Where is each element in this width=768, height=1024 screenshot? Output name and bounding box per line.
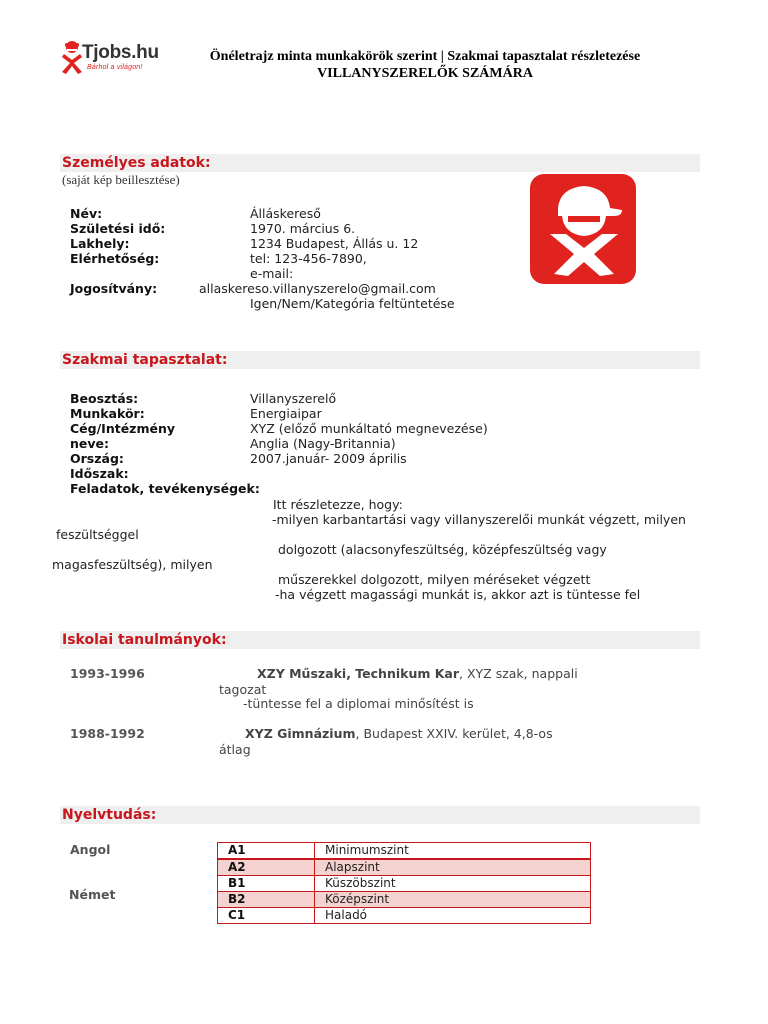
photo-note: (saját kép beillesztése) [62, 172, 180, 187]
job-label: Munkakör: [70, 406, 145, 421]
language-1: Angol [70, 842, 111, 857]
name-label: Név: [70, 206, 103, 221]
edu-2-line-1 [245, 726, 553, 741]
company-label-2: neve: [70, 436, 110, 451]
level-code: C1 [218, 908, 315, 924]
brand-name: Tjobs.hu [82, 42, 159, 63]
address-value: 1234 Budapest, Állás u. 12 [250, 236, 419, 251]
edu-2-years: 1988-1992 [70, 726, 145, 741]
tjobs-logo [60, 40, 170, 76]
tjobs-figure-icon [60, 40, 84, 74]
personal-heading: Személyes adatok: [62, 155, 211, 171]
level-desc: Alapszint [315, 859, 591, 876]
edu-1-years: 1993-1996 [70, 666, 145, 681]
education-heading: Iskolai tanulmányok: [62, 632, 227, 648]
edu-1-rest: , XYZ szak, nappali [459, 666, 578, 681]
birth-label: Születési idő: [70, 221, 166, 236]
education-section-header [60, 631, 700, 649]
edu-2-line-2: átlag [219, 742, 251, 757]
level-code: A2 [218, 859, 315, 876]
level-code: B1 [218, 876, 315, 892]
languages-heading: Nyelvtudás: [62, 807, 157, 823]
edu-2-school: XYZ Gimnázium [245, 726, 356, 741]
license-label: Jogosítvány: [70, 281, 158, 296]
company-label-1: Cég/Intézmény [70, 421, 175, 436]
level-code: A1 [218, 843, 315, 860]
name-value: Álláskereső [250, 206, 321, 221]
position-value: Villanyszerelő [250, 391, 337, 406]
level-desc: Minimumszint [315, 843, 591, 860]
period-label: Időszak: [70, 466, 129, 481]
contact-label: Elérhetőség: [70, 251, 160, 266]
level-row [218, 908, 591, 924]
experience-section-header [60, 351, 700, 369]
level-row [218, 876, 591, 892]
contact-email[interactable]: allaskereso.villanyszerelo@gmail.com [199, 281, 436, 296]
personal-section-header [60, 154, 700, 172]
experience-heading: Szakmai tapasztalat: [62, 352, 228, 368]
language-levels-table [217, 842, 591, 924]
edu-1-line-3: -tüntesse fel a diplomai minősítést is [243, 696, 474, 711]
brand-tagline: Bárhol a világon! [87, 64, 143, 71]
job-value: Energiaipar [250, 406, 322, 421]
contact-email-label: e-mail: [250, 266, 294, 281]
title-line-2: VILLANYSZERELŐK SZÁMÁRA [317, 66, 533, 81]
language-2: Német [69, 887, 116, 902]
country-label: Ország: [70, 451, 124, 466]
edu-2-rest: , Budapest XXIV. kerület, 4,8-os [355, 726, 553, 741]
level-row [218, 843, 591, 860]
tasks-label: Feladatok, tevékenységek: [70, 481, 260, 496]
level-row [218, 892, 591, 908]
position-label: Beosztás: [70, 391, 139, 406]
birth-value: 1970. március 6. [250, 221, 356, 236]
tasks-line-3: feszültséggel [56, 527, 139, 542]
document-title [170, 48, 680, 82]
level-desc: Küszöbszint [315, 876, 591, 892]
address-label: Lakhely: [70, 236, 130, 251]
tjobs-mascot-icon [530, 174, 636, 284]
title-line-1: Önéletrajz minta munkakörök szerint | Szakmai tapasztalat részletezése [209, 49, 641, 64]
languages-section-header [60, 806, 700, 824]
level-desc: Középszint [315, 892, 591, 908]
tasks-line-1: Itt részletezze, hogy: [273, 497, 403, 512]
level-code: B2 [218, 892, 315, 908]
tasks-line-7: -ha végzett magassági munkát is, akkor azt is tüntesse fel [275, 587, 641, 602]
edu-1-line-1 [257, 666, 578, 681]
profile-photo [530, 174, 636, 284]
level-row [218, 859, 591, 876]
level-desc: Haladó [315, 908, 591, 924]
tasks-line-5: magasfeszültség), milyen [52, 557, 213, 572]
tasks-line-4: dolgozott (alacsonyfeszültség, középfeszültség vagy [278, 542, 607, 557]
edu-1-line-2: tagozat [219, 682, 267, 697]
license-value: Igen/Nem/Kategória feltüntetése [250, 296, 455, 311]
contact-phone: tel: 123-456-7890, [250, 251, 367, 266]
country-value: Anglia (Nagy-Britannia) [250, 436, 396, 451]
tasks-line-6: műszerekkel dolgozott, milyen méréseket végzett [278, 572, 591, 587]
tasks-line-2: -milyen karbantartási vagy villanyszerelői munkát végzett, milyen [272, 512, 686, 527]
edu-1-school: XZY Műszaki, Technikum Kar [257, 666, 460, 681]
period-value: 2007.január- 2009 április [250, 451, 407, 466]
company-value: XYZ (előző munkáltató megnevezése) [250, 421, 488, 436]
